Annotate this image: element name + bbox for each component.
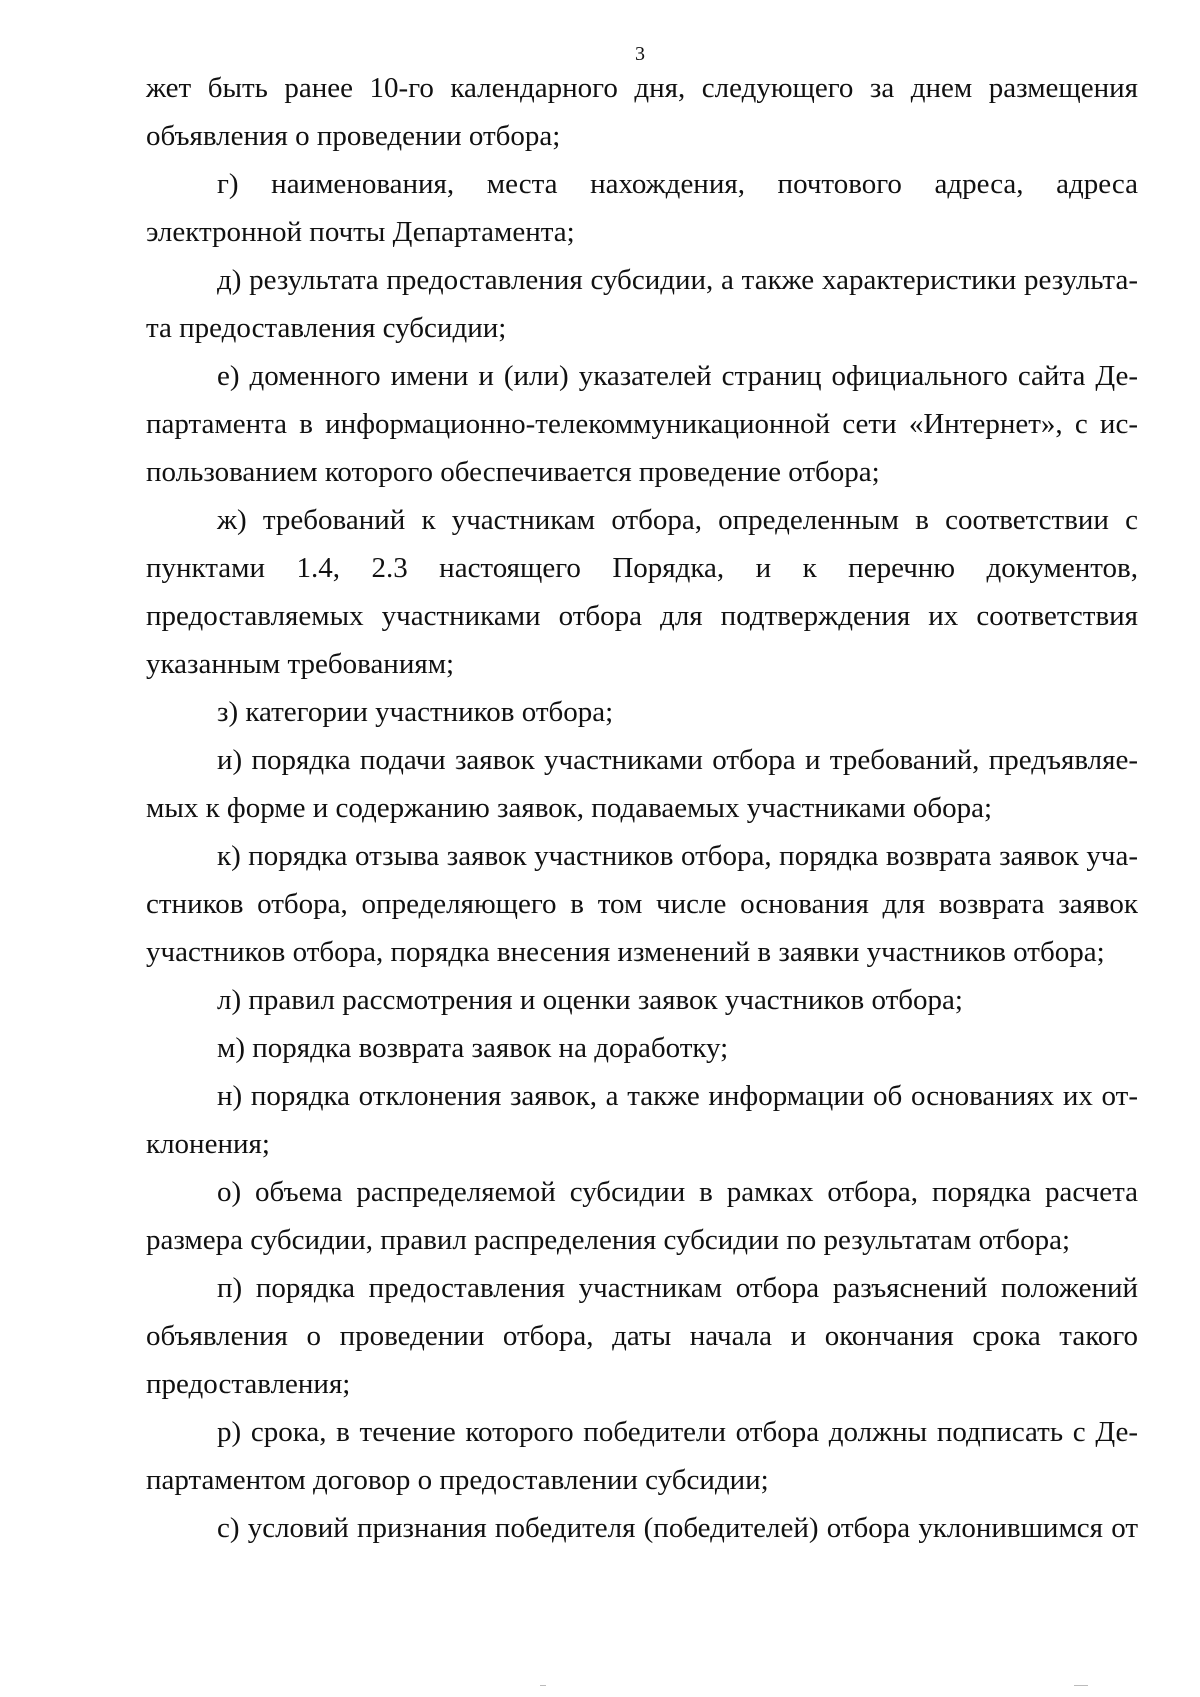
paragraph: г) наименования, места нахождения, почтового адреса, адреса электронной почты Департамента;	[146, 168, 1138, 248]
paragraph: м) порядка возврата заявок на доработку;	[217, 1032, 729, 1064]
paragraph: и) порядка подачи заявок участниками отбора и требований, предъявляемых к форме и содержанию заявок, подаваемых участниками обора;	[146, 744, 1138, 824]
paragraph: н) порядка отклонения заявок, а также информации об основаниях их отклонения;	[146, 1080, 1138, 1160]
paragraph: д) результата предоставления субсидии, а также характеристики результата предоставления субсидии;	[146, 264, 1138, 344]
paragraph: о) объема распределяемой субсидии в рамках отбора, порядка расчета размера субсидии, правил распределения субсидии по результатам отбора;	[146, 1176, 1138, 1256]
page-number: 3	[635, 43, 645, 65]
paragraph: п) порядка предоставления участникам отбора разъяснений положений объявления о проведении отбора, даты начала и окончания срока такого предоставления;	[146, 1272, 1138, 1400]
scan-artifact	[540, 1685, 546, 1686]
paragraph: л) правил рассмотрения и оценки заявок участников отбора;	[217, 984, 963, 1016]
scan-artifact	[1074, 1685, 1088, 1686]
paragraph: р) срока, в течение которого победители отбора должны подписать с Департаментом договор о предоставлении субсидии;	[146, 1416, 1138, 1496]
document-body	[146, 64, 1138, 1552]
paragraph: с) условий признания победителя (победителей) отбора уклонившимся от	[217, 1512, 1138, 1544]
paragraph: к) порядка отзыва заявок участников отбора, порядка возврата заявок участников отбора, определяющего в том числе основания для возврата заявок участников отбора, порядка внесения изменений в заявки участников отбора;	[146, 840, 1138, 968]
paragraph: з) категории участников отбора;	[217, 696, 614, 728]
paragraph: е) доменного имени и (или) указателей страниц официального сайта Департамента в информационно-телекоммуникационной сети «Интернет», с использованием которого обеспечивается проведение отбора;	[146, 360, 1138, 488]
paragraph: жет быть ранее 10-го календарного дня, следующего за днем размещения объявления о проведении отбора;	[146, 72, 1138, 152]
scan-edge-marks	[0, 1685, 1200, 1697]
paragraph: ж) требований к участникам отбора, определенным в соответствии с пунктами 1.4, 2.3 настоящего Порядка, и к перечню документов, предоставляемых участниками отбора для подтверждения их соответствия указанным требованиям;	[146, 504, 1138, 680]
